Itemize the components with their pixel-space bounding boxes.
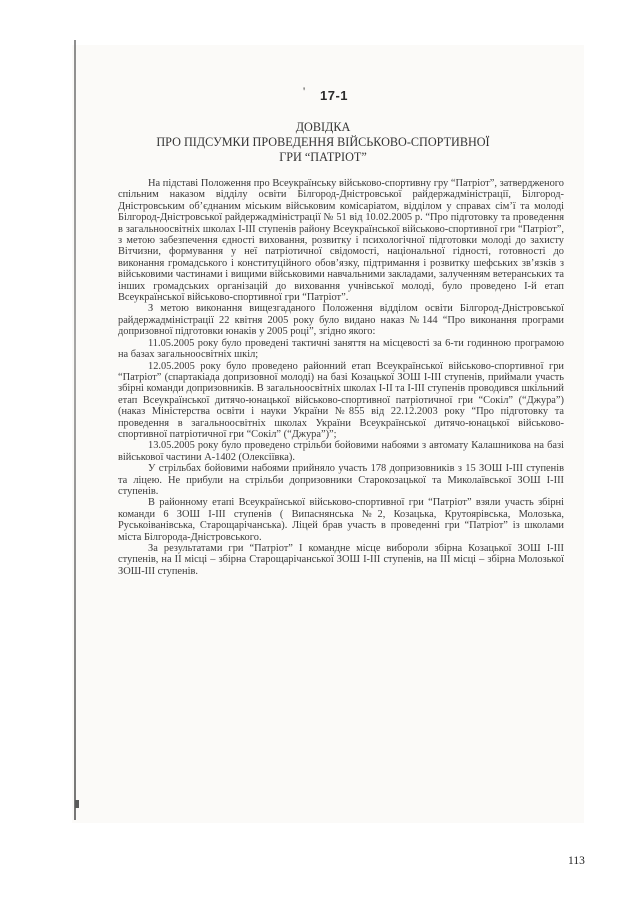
page-number: 113 bbox=[568, 855, 585, 867]
paragraph: 13.05.2005 року було проведено стрільби бойовими набоями з автомату Калашникова на базі військової частини А-1402 (Олексіївка). bbox=[118, 440, 564, 463]
document-code: 17-1 bbox=[320, 88, 349, 103]
paragraph: В районному етапі Всеукраїнської військово-спортивної гри “Патріот” взяли участь збірні команди 6 ЗОШ І-ІІІ ступенів ( Випаснянська №2, Козацька, Крутоярівська, Молозька, Руськоіванівська, Старощарічанська). Ліцей брав участь в проведенні гри “Патріот” із школами міста Білгорода-Дністровського. bbox=[118, 497, 564, 543]
title-line: ПРО ПІДСУМКИ ПРОВЕДЕННЯ ВІЙСЬКОВО-СПОРТИВНОЇ bbox=[156, 135, 490, 149]
title-line: ГРИ “ПАТРІОТ” bbox=[279, 150, 367, 164]
scan-artifact-mark bbox=[75, 800, 79, 808]
document-title bbox=[118, 120, 528, 165]
paragraph: 11.05.2005 року було проведені тактичні заняття на місцевості за 6-ти годинною програмою на базах загальноосвітніх шкіл; bbox=[118, 337, 564, 361]
document-body bbox=[118, 178, 564, 577]
paragraph: У стрільбах бойовими набоями прийняло участь 178 допризовників з 15 ЗОШ І-ІІІ ступенів та ліцею. Не прибули на стрільби допризовники Старокозацької та Миколаївської ЗОШ І-ІІІ ступенів. bbox=[118, 463, 564, 497]
title-line: ДОВІДКА bbox=[295, 120, 351, 134]
code-tick-mark: ' bbox=[303, 84, 306, 98]
scan-edge-shadow bbox=[74, 40, 76, 820]
paragraph: 12.05.2005 року було проведено районний етап Всеукраїнської військово-спортивної гри “Патріот” (спартакіада допризовної молоді) на базі Козацької ЗОШ І-ІІІ ступенів, приймали участь збірні команди допризовників. В загальноосвітніх школах І-ІІ та І-ІІІ ступенів проводився шкільний етап Всеукраїнської дитячо-юнацької військово-спортивної патріотичної гри “Сокіл” (“Джура”) (наказ Міністерства освіти і науки України №855 від 22.12.2003 року “Про підготовку та проведення в загальноосвітніх школах України Всеукраїнської дитячо-юнацької військово-спортивної патріотичної гри “Сокіл” (“Джура”)”; bbox=[118, 360, 564, 440]
paragraph: За результатами гри “Патріот” І командне місце вибороли збірна Козацької ЗОШ І-ІІІ ступенів, на ІІ місці – збірна Старощарічанської ЗОШ І-ІІІ ступенів, на ІІІ місці – збірна Молозької ЗОШ-ІІІ ступенів. bbox=[118, 543, 564, 577]
paragraph: З метою виконання вищезгаданого Положення відділом освіти Білгород-Дністровської райдержадміністрації 22 квітня 2005 року було видано наказ №144 “Про виконання програми допризовної підготовки юнаків у 2005 році”, згідно якого: bbox=[118, 303, 564, 338]
paragraph: На підставі Положення про Всеукраїнську військово-спортивну гру “Патріот”, затвердженого спільним наказом відділу освіти Білгород-Дністровської райдержадміністрації, Білгород-Дністровським об’єднаним міським військовим комісаріатом, відділом у справах сім’ї та молоді Білгород-Дністровської райдержадміністрації № 51 від 10.02.2005 р. “Про підготовку та проведення в загальноосвітніх школах І-ІІІ ступенів району Всеукраїнської військово-спортивної гри “Патріот”, з метою забезпечення єдності виховання, розвитку і психологічної підготовки молоді до захисту Вітчизни, формування у неї патріотичної свідомості, національної гідності, готовності до виконання громадського і конституційного обов’язку, підтримання і розвитку шефських зв’язків з військовими частинами і вищими військовими навчальними закладами, залученням ветеранських та інших громадських організацій до виховання учнівської молоді, було проведено І-й етап Всеукраїнської військово-спортивної гри “Патріот”. bbox=[118, 178, 564, 304]
